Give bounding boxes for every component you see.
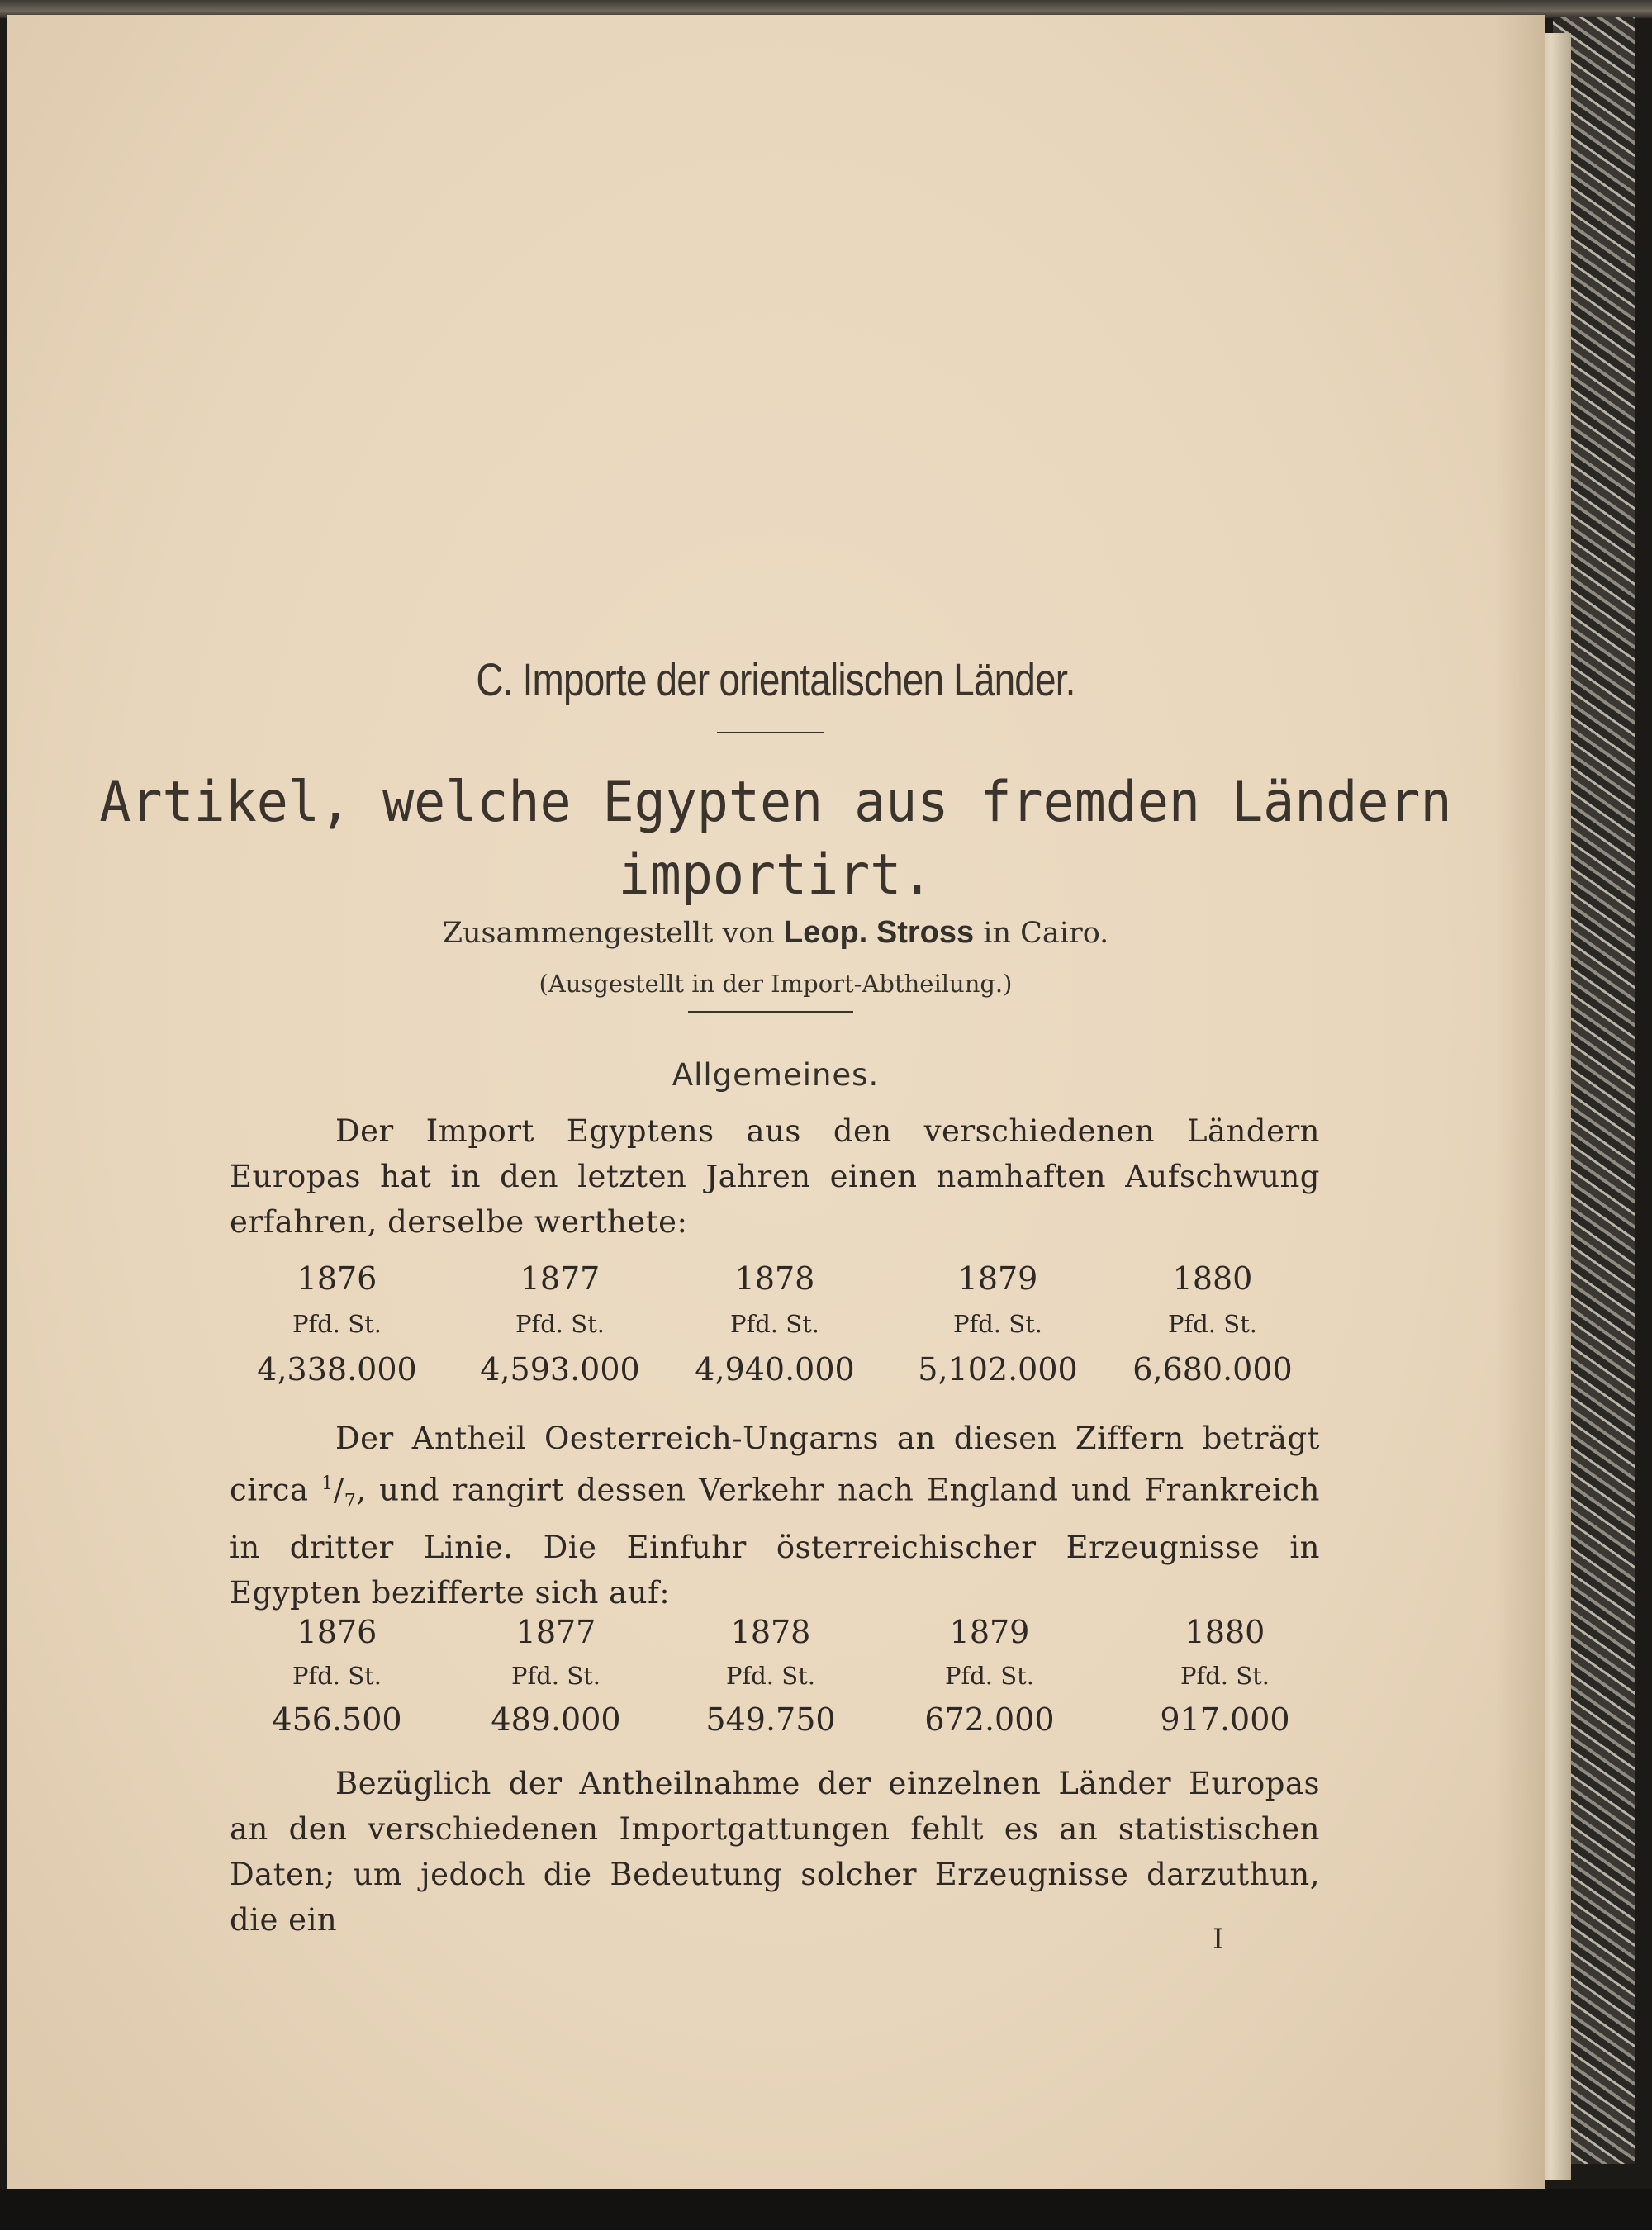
table2-unit: Pfd. St. (292, 1662, 382, 1690)
table1-years-row (7, 1260, 1545, 1302)
table2-value: 917.000 (1160, 1701, 1290, 1738)
table1-unit: Pfd. St. (730, 1310, 819, 1338)
paragraph-3: Bezüglich der Antheilnahme der einzelnen Länder Europas an den verschiedenen Importgattungen fehlt es an statistischen Daten; um jedoch die Bedeutung solcher Erzeugnisse darzuthun, die ein (230, 1766, 1320, 1938)
table2-years-row (7, 1614, 1545, 1655)
main-title-line-1: Artikel, welche Egypten aus fremden Ländern (99, 770, 1452, 835)
page-shadow (1495, 15, 1545, 2189)
page-number: I (1213, 1923, 1224, 1956)
table2-value: 549.750 (705, 1701, 836, 1738)
table2-unit: Pfd. St. (726, 1662, 815, 1690)
table1-value: 4,338.000 (257, 1351, 417, 1388)
table1-year: 1877 (520, 1260, 601, 1297)
paragraph-2: Der Antheil Oesterreich-Ungarns an diesen Ziffern beträgt circa $^1/_7$, und rangirt dessen Verkehr nach England und Frankreich in dritter Linie. Die Einfuhr österreichischer Erzeugnisse in Egypten bezifferte sich auf: (230, 1421, 1320, 1611)
table2-value: 489.000 (491, 1701, 621, 1738)
table1-value: 4,940.000 (695, 1351, 855, 1388)
subheading-rule (688, 1011, 853, 1013)
section-heading: C. Importe der orientalischen Länder. (476, 653, 1075, 705)
table2-values-row (7, 1701, 1545, 1743)
byline-suffix: in Cairo. (983, 917, 1109, 950)
table1-year: 1879 (957, 1260, 1038, 1297)
main-title (60, 766, 1491, 912)
table1-unit: Pfd. St. (1168, 1310, 1257, 1338)
table2-value: 456.500 (272, 1701, 402, 1738)
paragraph-2-end: , und rangirt dessen Verkehr nach England und Frankreich in dritter Linie. Die Einfuhr österreichischer Erzeugnisse in Egypten bezifferte sich auf: (230, 1472, 1320, 1611)
byline (7, 915, 1545, 951)
table1-unit-row (7, 1310, 1545, 1351)
table1-year: 1880 (1172, 1260, 1253, 1297)
table1-unit: Pfd. St. (292, 1310, 382, 1338)
fraction-denominator: 7 (344, 1490, 357, 1512)
table1-value: 4,593.000 (480, 1351, 640, 1388)
heading-rule (717, 732, 824, 733)
table2-year: 1880 (1184, 1614, 1265, 1650)
table2-year: 1878 (730, 1614, 811, 1650)
table2-year: 1876 (297, 1614, 377, 1650)
exhibited-note: (Ausgestellt in der Import-Abtheilung.) (539, 970, 1013, 998)
table1-value: 6,680.000 (1132, 1351, 1293, 1388)
main-title-line-2: importirt. (618, 842, 933, 908)
table2-year: 1879 (949, 1614, 1030, 1650)
book-page (7, 15, 1545, 2189)
byline-author: Leop. Stross (783, 915, 975, 950)
paragraph-2-start: Der Antheil Oesterreich-Ungarns an diesen Ziffern beträgt circa (230, 1421, 1320, 1508)
table1-unit: Pfd. St. (953, 1310, 1042, 1338)
table2-unit: Pfd. St. (1180, 1662, 1270, 1690)
table1-values-row (7, 1351, 1545, 1393)
fraction-numerator: 1 (321, 1473, 334, 1494)
table1-value: 5,102.000 (918, 1351, 1078, 1388)
table2-unit-row (7, 1662, 1545, 1703)
table2-year: 1877 (515, 1614, 596, 1650)
table2-value: 672.000 (924, 1701, 1055, 1738)
subheading: Allgemeines. (672, 1057, 880, 1093)
table1-year: 1876 (297, 1260, 377, 1297)
book-bottom-edge (0, 2189, 1652, 2230)
table1-year: 1878 (734, 1260, 815, 1297)
table2-unit: Pfd. St. (511, 1662, 601, 1690)
paragraph-1: Der Import Egyptens aus den verschiedenen Ländern Europas hat in den letzten Jahren einen namhaften Aufschwung erfahren, derselbe werthete: (230, 1113, 1320, 1240)
byline-prefix: Zusammengestellt von (442, 917, 775, 950)
table1-unit: Pfd. St. (515, 1310, 605, 1338)
table2-unit: Pfd. St. (945, 1662, 1034, 1690)
